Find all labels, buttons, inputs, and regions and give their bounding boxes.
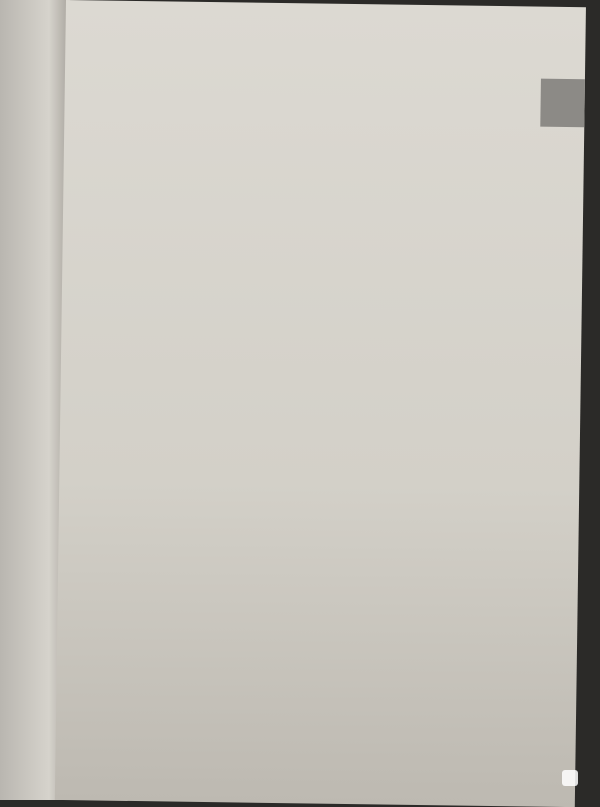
watermark	[562, 770, 582, 786]
page-content	[85, 86, 515, 92]
book-page	[55, 0, 586, 807]
page-number-tab	[540, 79, 585, 128]
carried-over-options	[85, 86, 515, 92]
watermark-logo-icon	[562, 770, 578, 786]
chapter-header	[215, 64, 227, 79]
question-list	[85, 86, 515, 92]
